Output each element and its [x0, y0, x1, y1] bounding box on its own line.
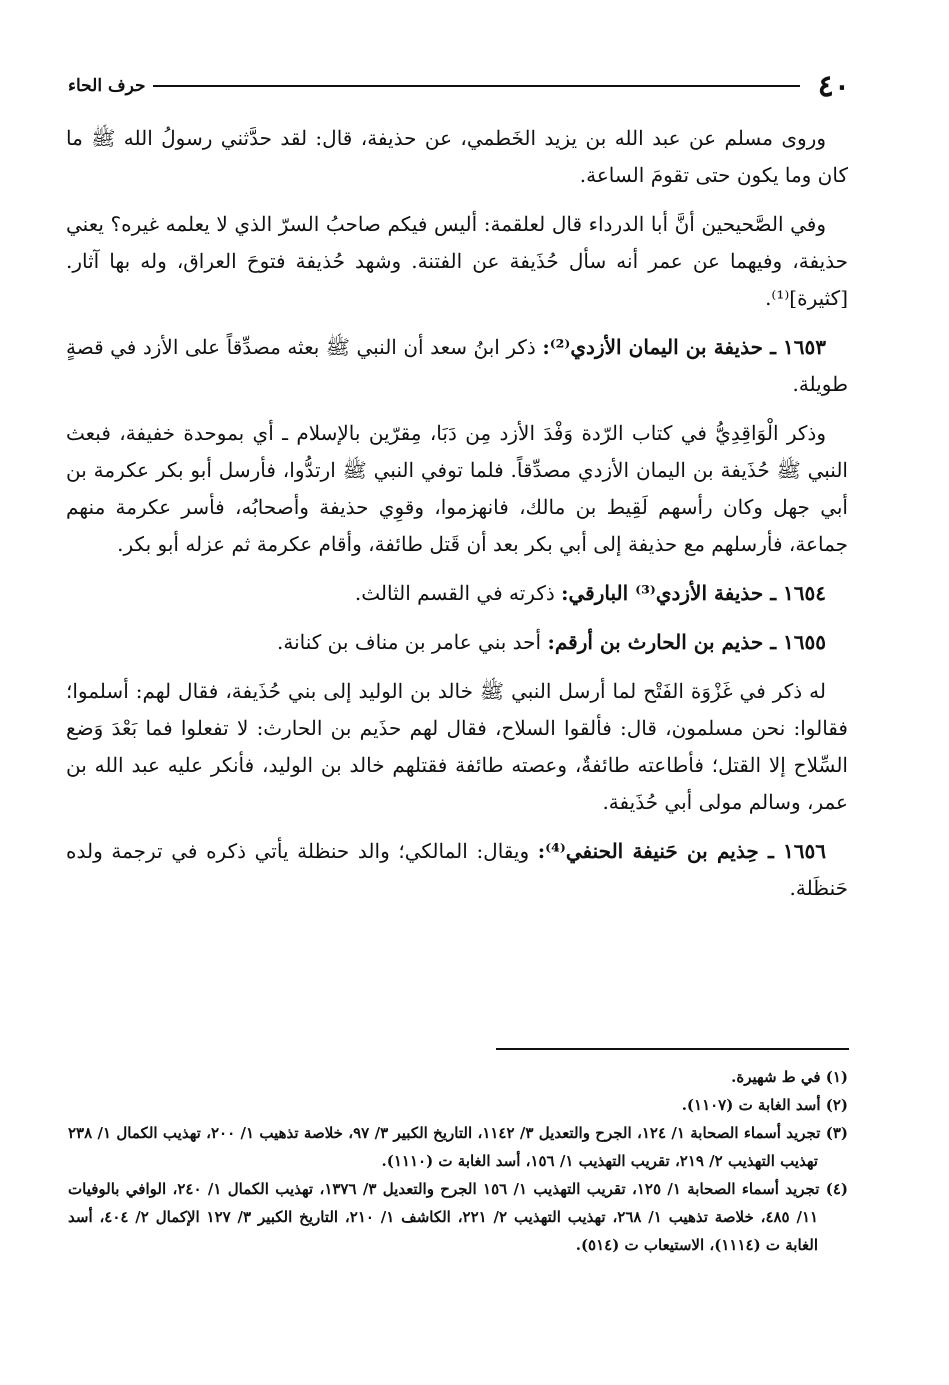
entry-1654 [66, 575, 848, 612]
paragraph-text: ويقال: المالكي؛ والد حنظلة يأتي ذكره في ترجمة ولده حَنظَلة. [66, 839, 848, 900]
paragraph-text: له ذكر في غَزْوَة الفَتْح لما أرسل النبي ﷺ خالد بن الوليد إلى بني حُذَيفة، فقال لهم: أسلموا؛ فقالوا: نحن مسلمون، قال: فألقوا السلاح، فقال لهم حذَيم بن الحارث: لا تفعلوا فما بَعْدَ وَضع السِّلاح إلا القتل؛ فأطاعته طائفةٌ، وعصته طائفة فقتلهم خالد بن الوليد، فأنكر عليه عبد الله بن عمر، وسالم مولى أبي حُذَيفة. [66, 679, 848, 814]
footnote-separator [496, 1048, 849, 1050]
paragraph [66, 120, 848, 194]
chapter-title: حرف الحاء [68, 76, 146, 96]
entry-1655 [66, 624, 848, 661]
entry-heading: ١٦٥٥ ـ حذيم بن الحارث بن أرقم: [547, 630, 826, 654]
footnotes [68, 1063, 848, 1259]
header-rule [153, 85, 799, 87]
entry-heading: ١٦٥٣ ـ حذيفة بن اليمان الأزدي⁽²⁾: [542, 335, 827, 359]
paragraph [66, 673, 848, 821]
paragraph-text: ذكرته في القسم الثالث. [354, 581, 562, 605]
page-header [68, 66, 850, 106]
paragraph-text: أحد بني عامر بن مناف بن كنانة. [277, 630, 548, 654]
paragraph [66, 415, 848, 563]
footnote-3: (٣) تجريد أسماء الصحابة ١/ ١٢٤، الجرح والتعديل ٣/ ١١٤٢، التاريخ الكبير ٣/ ٩٧، خلاصة تذهيب ١/ ٢٠٠، تهذيب الكمال ١/ ٢٣٨ تهذيب التهذيب ٢/ ٢١٩، تقريب التهذيب ١/ ١٥٦، أسد الغابة ت (١١١٠). [68, 1124, 848, 1170]
paragraph-text: ذكر ابنُ سعد أن النبي ﷺ بعثه مصدِّقاً على الأزد في قصةٍ طويلة. [66, 335, 848, 396]
paragraph-text: وفي الصَّحيحين أنَّ أبا الدرداء قال لعلقمة: أليس فيكم صاحبُ السرّ الذي لا يعلمه غيره؟ يعني حذيفة، وفيهما عن عمر أنه سأل حُذَيفة عن الفتنة. وشهد حُذيفة فتوحَ العراق، وله بها آثار. [كثيرة]⁽¹⁾. [66, 212, 848, 310]
main-text [66, 120, 848, 919]
entry-heading: ١٦٥٤ ـ حذيفة الأزدي⁽³⁾ البارقي: [561, 581, 826, 605]
entry-1653 [66, 329, 848, 403]
paragraph-text: وذكر الْوَاقِدِيُّ في كتاب الرّدة وَفْدَ الأزد مِن دَبَا، مِقرّين بالإسلام ـ أي بموحدة خفيفة، فبعث النبي ﷺ حُذَيفة بن اليمان الأزدي مصدِّقاً. فلما توفي النبي ﷺ ارتدُّوا، فأرسل أبو بكر عكرمة بن أبي جهل وكان رأسهم لَقِيط بن مالك، فانهزموا، وقوِي حذيفة وأصحابُه، فأسر عكرمة منهم جماعة، فأرسلهم مع حذيفة إلى أبي بكر بعد أن قَتل طائفة، وأقام عكرمة ثم عزله أبو بكر. [66, 421, 848, 556]
entry-1656 [66, 833, 848, 907]
footnote-1: (١) في ط شهيرة. [731, 1068, 848, 1086]
page-number: ٤٠ [817, 68, 850, 104]
footnote-4: (٤) تجريد أسماء الصحابة ١/ ١٢٥، تقريب التهذيب ١/ ١٥٦ الجرح والتعديل ٣/ ١٣٧٦، تهذيب الكمال ١/ ٢٤٠، الوافي بالوفيات ١١/ ٤٨٥، خلاصة تذهيب ١/ ٢٦٨، تهذيب التهذيب ٢/ ٢٢١، الكاشف ١/ ٢١٠، التاريخ الكبير ٣/ ١٢٧ الإكمال ٢/ ٤٠٤، أسد الغابة ت (١١١٤)، الاستيعاب ت (٥١٤). [68, 1180, 849, 1254]
footnote-2: (٢) أسد الغابة ت (١١٠٧). [681, 1096, 848, 1114]
paragraph [66, 206, 848, 317]
entry-heading: ١٦٥٦ ـ حِذيم بن حَنيفة الحنفي⁽⁴⁾: [537, 839, 826, 863]
paragraph-text: وروى مسلم عن عبد الله بن يزيد الخَطمي، عن حذيفة، قال: لقد حدَّثني رسولُ الله ﷺ ما كان وما يكون حتى تقومَ الساعة. [66, 126, 848, 187]
